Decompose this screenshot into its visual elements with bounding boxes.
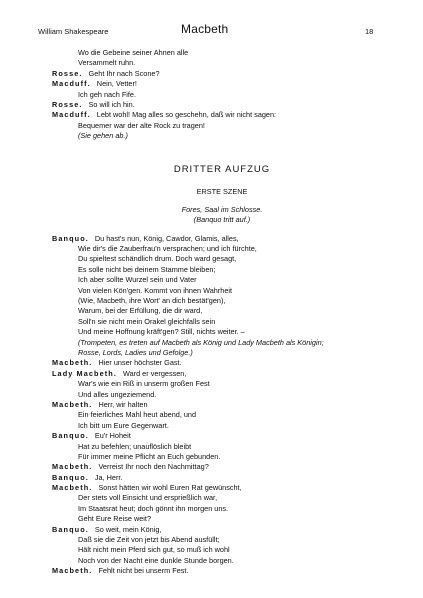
speaker-name: Macbeth. [52,483,93,493]
verse-line: Daß sie die Zeit von jetzt bis Abend ausfüllt; [78,535,220,545]
speech-line [52,358,392,368]
speech-text: Du hast's nun, König, Cawdor, Glamis, alles, [94,233,239,243]
speech-text: Geht Ihr nach Scone? [88,68,160,78]
speech-text: Eu'r Hoheit [94,431,131,441]
stage-direction: (Trompeten, es treten auf Macbeth als König und Lady Macbeth als Königin; [78,337,324,347]
speech-text: Sonst hätten wir wohl Euren Rat gewünscht, [98,483,242,493]
speaker-name: Banquo. [52,431,89,441]
speaker-name: Banquo. [52,233,89,243]
stage-direction: (Banquo tritt auf.) [193,215,251,225]
speech-line [52,462,392,472]
verse-line: Und alles ungeziemend. [78,389,157,399]
scene-setting: Fores, Saal im Schlosse. [181,204,263,214]
speech-line [52,369,392,379]
stage-direction: Rosse, Lords, Ladies und Gefolge.) [78,347,193,357]
running-header-title: Macbeth [181,22,229,36]
page-number: 18 [365,27,374,36]
speech-text: Nein, Vetter! [96,79,137,89]
verse-line: Von vielen Kön'gen. Kommt von ihnen Wahrheit [78,285,233,295]
speech-text: Hier unser höchster Gast. [98,358,182,368]
speech-text: Ward er vergessen, [122,368,187,378]
verse-line: Ich bitt um Eure Gegenwart. [78,420,169,430]
verse-line: Der stets voll Einsicht und ersprießlich war, [78,493,218,503]
verse-line: Wo die Gebeine seiner Ahnen alle [78,48,189,57]
speech-text: Ja, Herr. [94,472,123,482]
verse-line: Geht Eure Reise weit? [78,514,152,524]
speech-text: Lebt wohl! Mag alles so geschehn, daß wir nicht sagen: [96,110,277,120]
speech-line [52,525,392,535]
verse-line: Für immer meine Pflicht an Euch gebunden. [78,451,221,461]
speech-text: Fehlt nicht bei unserm Fest. [98,566,189,576]
verse-line: Versammelt ruhn. [78,58,136,68]
verse-line: Hat zu befehlen; unauflöslich bleibt [78,441,192,451]
speech-line [52,431,392,441]
verse-line: Wie dir's die Zauberfrau'n versprachen; und ich fürchte, [78,244,257,254]
speaker-name: Macbeth. [52,566,93,576]
speech-text: So will ich hin. [88,99,135,109]
speaker-name: Macduff. [52,110,91,120]
speech-line [52,234,392,244]
verse-line: War's wie ein Riß in unserm großen Fest [78,379,210,389]
verse-line: Warum, bei der Erfüllung, die dir ward, [78,306,203,316]
running-header-author: William Shakespeare [38,27,109,36]
speech-line [52,483,392,493]
verse-line: Im Staatsrat heut; doch gönnt ihn morgen uns. [78,503,229,513]
verse-line: Es solle nicht bei deinem Stamme bleiben; [78,264,216,274]
speaker-name: Macbeth. [52,462,93,472]
stage-direction: (Sie gehen ab.) [78,131,128,141]
speech-line [52,400,392,410]
verse-line: Soll'n sie nicht mein Orakel gleichfalls sein [78,316,216,326]
speech-text: So weit, mein König, [94,524,162,534]
play-text [52,48,392,577]
speaker-name: Banquo. [52,472,89,482]
act-heading: DRITTER AUFZUG [173,163,271,175]
speech-line [52,79,392,89]
scene-heading: ERSTE SZENE [196,186,248,196]
verse-line: Noch von der Nacht eine dunkle Stunde borgen. [78,555,234,565]
verse-line: Ich aber sollte Wurzel sein und Vater [78,275,197,285]
verse-line: Und meine Hoffnung kräft'gen? Still, nichts weiter. – [78,327,245,337]
speaker-name: Rosse. [52,99,83,109]
speech-line [52,100,392,110]
speaker-name: Lady Macbeth. [52,368,117,378]
speech-line [52,566,392,576]
speaker-name: Macduff. [52,79,91,89]
verse-line: Ich geh nach Fife. [78,89,137,99]
verse-line: Ein feierliches Mahl heut abend, und [78,410,197,420]
speech-line [52,473,392,483]
verse-line: Bequemer war der alte Rock zu tragen! [78,120,205,130]
speaker-name: Macbeth. [52,399,93,409]
verse-line: Du spieltest schändlich drum. Doch ward gesagt, [78,254,237,264]
speaker-name: Rosse. [52,68,83,78]
speaker-name: Banquo. [52,524,89,534]
speech-text: Verreist Ihr noch den Nachmittag? [98,462,209,472]
verse-line: Hält nicht mein Pferd sich gut, so muß ich wohl [78,545,230,555]
speech-line [52,110,392,120]
speaker-name: Macbeth. [52,358,93,368]
speech-line [52,69,392,79]
speech-text: Herr, wir halten [98,399,148,409]
verse-line: (Wie, Macbeth, ihre Wort' an dich bestät'gen), [78,296,226,306]
